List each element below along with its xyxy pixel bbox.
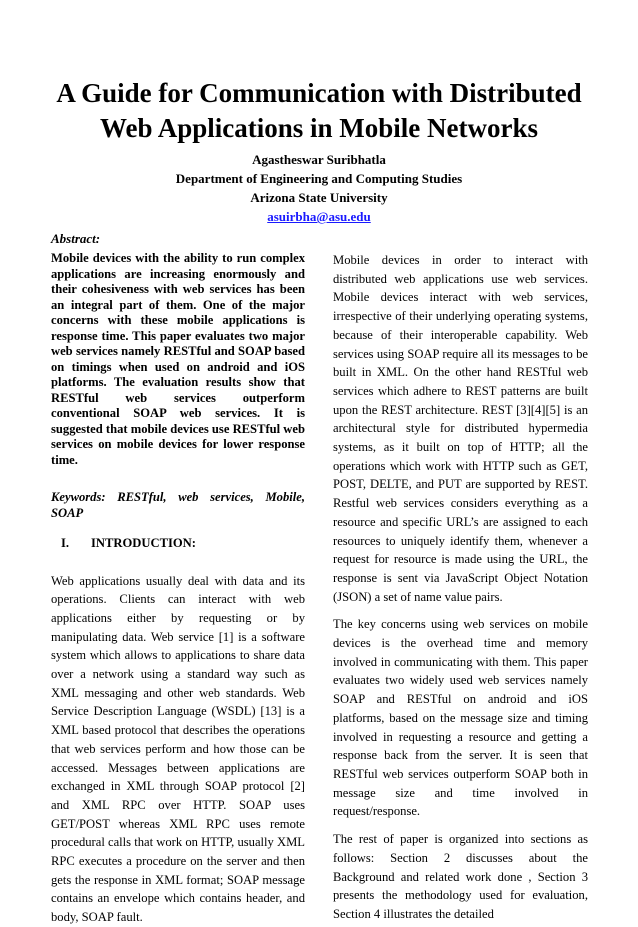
abstract-label: Abstract: — [51, 231, 101, 246]
section-number: I. — [61, 536, 70, 550]
right-paragraph-2: The key concerns using web services on mobile devices is the overhead time and memory involved in communicating with them. This paper evaluates two widely used web services namely SOAP and RESTful on android and iOS platforms, based on the message size and timing involved in requesting a resource and getting a response back from the server. It is seen that RESTful web services outperform SOAP both in message size and time involved in request/response. — [333, 617, 588, 819]
author-name: Agastheswar Suribhatla — [252, 152, 386, 167]
section-title: INTRODUCTION: — [91, 536, 196, 550]
author-university: Arizona State University — [250, 190, 388, 205]
section-heading-introduction — [51, 536, 305, 552]
author-block — [40, 150, 598, 226]
intro-paragraph: Web applications usually deal with data and its operations. Clients can interact with web applications either by requesting or by manipulating data. Web service [1] is a software system which allows to applications to share data over a network using a standard way such as XML messaging and other web standards. Web Service Description Language (WSDL) [13] is a XML based protocol that describes the operations that web services perform and how those can be accessed. Messages between applications are exchanged in XML through SOAP protocol [2] and XML RPC over HTTP. SOAP uses GET/POST whereas XML RPC uses remote procedural calls that work on HTTP, usually XML RPC executes a procedure on the server and then gets the response in XML format; SOAP message contains an envelope which contains header, and body, SOAP fault. — [51, 573, 305, 925]
keywords: Keywords: RESTful, web services, Mobile, SOAP — [51, 490, 305, 520]
title-line-2: Web Applications in Mobile Networks — [99, 113, 539, 143]
title-line-1: A Guide for Communication with Distributed — [56, 78, 582, 108]
right-paragraph-1: Mobile devices in order to interact with distributed web applications use web services. Mobile devices interact with web services, irrespective of their underlying operating systems, because of their interoperable capability. Web services using SOAP require all its messages to be built in XML. On the other hand RESTful web services which adhere to REST patterns are built upon the REST architecture. REST [3][4][5] is an architectural style for distributed hypermedia systems, as it built on top of HTTP; all the operations which work with HTTP such as GET, POST, DELTE, and PUT are supported by REST. Restful web services considers everything as a resource and specific URL’s are assigned to each resources to uniquely identify them, whenever a request for resource is made using the URL, the response is sent via JavaScript Object Notation (JSON) a set of name value pairs. — [333, 253, 588, 604]
abstract-text: Mobile devices with the ability to run complex applications are increasing enormously and their cohesiveness with web services has been an integral part of them. One of the major concerns with these mobile applications is response time. This paper evaluates two major web services namely RESTful and SOAP based on timings when used on android and iOS platforms. The evaluation results show that RESTful web services outperform conventional SOAP web services. It is suggested that mobile devices use RESTful web services on mobile devices for lower response time. — [51, 251, 305, 467]
right-paragraph-3: The rest of paper is organized into sections as follows: Section 2 discusses about the Background and related work done , Section 3 presents the methodology used for evaluation, Section 4 illustrates the detailed — [333, 832, 588, 921]
paper-title — [40, 76, 598, 146]
author-email-link[interactable]: asuirbha@asu.edu — [267, 209, 371, 224]
author-department: Department of Engineering and Computing Studies — [175, 171, 463, 186]
left-column — [51, 251, 305, 927]
right-column — [333, 251, 588, 924]
